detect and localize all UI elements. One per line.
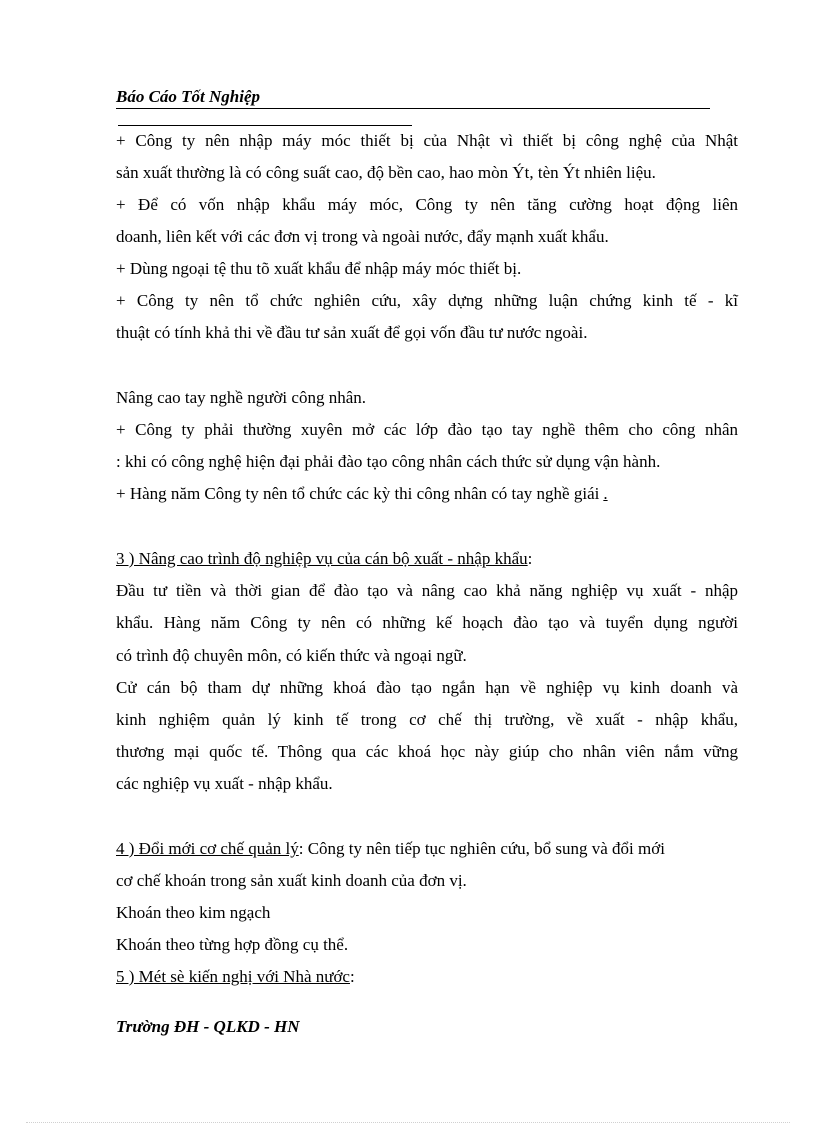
- body-line: Khoán theo từng hợp đồng cụ thể.: [116, 935, 349, 954]
- body-line: [116, 483, 738, 505]
- body-line: kinh nghiệm quản lý kinh tế trong cơ chế thị trường, về xuất - nhập khẩu,: [116, 710, 738, 729]
- section-5-title: 5 ) Mét sè kiến nghị với Nhà nước: [116, 967, 350, 986]
- section-3-title: 3 ) Nâng cao trình độ nghiệp vụ của cán bộ xuất - nhập khẩu: [116, 549, 528, 568]
- section-5-colon: :: [349, 967, 355, 986]
- body-line: thuật có tính khả thi về đầu tư sản xuất để gọi vốn đầu tư nước ngoài.: [116, 323, 588, 342]
- body-line: : khi có công nghệ hiện đại phải đào tạo công nhân cách thức sử dụng vận hành.: [116, 452, 661, 471]
- body-line: + Công ty nên tổ chức nghiên cứu, xây dựng những luận chứng kinh tế - kĩ: [116, 291, 738, 310]
- header-rule: [118, 125, 412, 126]
- body-line: Đầu tư tiền và thời gian để đào tạo và nâng cao khả năng nghiệp vụ xuất - nhập: [116, 581, 738, 600]
- body-line: + Để có vốn nhập khẩu máy móc, Công ty nên tăng cường hoạt động liên: [116, 195, 738, 214]
- body-line: Khoán theo kim ngạch: [116, 903, 271, 922]
- section-heading-3: [116, 548, 738, 570]
- body-line: + Công ty phải thường xuyên mở các lớp đào tạo tay nghề thêm cho công nhân: [116, 420, 738, 439]
- body-line: + Dùng ngoại tệ thu tõ xuất khẩu để nhập máy móc thiết bị.: [116, 259, 522, 278]
- body-line: Cử cán bộ tham dự những khoá đào tạo ngắn hạn về nghiệp vụ kinh doanh và: [116, 678, 738, 697]
- section-heading-4: [116, 838, 738, 860]
- section-heading-5: [116, 966, 738, 988]
- section-heading: Nâng cao tay nghề người công nhân.: [116, 388, 366, 407]
- page-header: [116, 86, 710, 109]
- body-line: các nghiệp vụ xuất - nhập khẩu.: [116, 774, 333, 793]
- body-line: thương mại quốc tế. Thông qua các khoá học này giúp cho nhân viên nắm vững: [116, 742, 738, 761]
- header-title: Báo Cáo Tốt Nghiệp: [116, 87, 261, 106]
- page-footer: Trường ĐH - QLKD - HN: [116, 1017, 300, 1036]
- body-line: sản xuất thường là có công suất cao, độ bền cao, hao mòn Ýt, tèn Ýt nhiên liệu.: [116, 163, 656, 182]
- section-4-title: 4 ) Đổi mới cơ chế quản lý: [116, 839, 299, 858]
- body-line: khẩu. Hàng năm Công ty nên có những kế hoạch đào tạo và tuyển dụng người: [116, 613, 738, 632]
- underlined-period: .: [603, 484, 608, 503]
- body-line: doanh, liên kết với các đơn vị trong và ngoài nước, đẩy mạnh xuất khẩu.: [116, 227, 609, 246]
- section-4-text: : Công ty nên tiếp tục nghiên cứu, bổ sung và đổi mới: [298, 839, 665, 858]
- body-line-text: + Hàng năm Công ty nên tổ chức các kỳ thi công nhân có tay nghề giái: [116, 484, 600, 503]
- body-line: + Công ty nên nhập máy móc thiết bị của Nhật vì thiết bị công nghệ của Nhật: [116, 131, 738, 150]
- section-3-colon: :: [527, 549, 533, 568]
- body-line: cơ chế khoán trong sản xuất kinh doanh của đơn vị.: [116, 871, 467, 890]
- body-line: có trình độ chuyên môn, có kiến thức và ngoại ngữ.: [116, 646, 467, 665]
